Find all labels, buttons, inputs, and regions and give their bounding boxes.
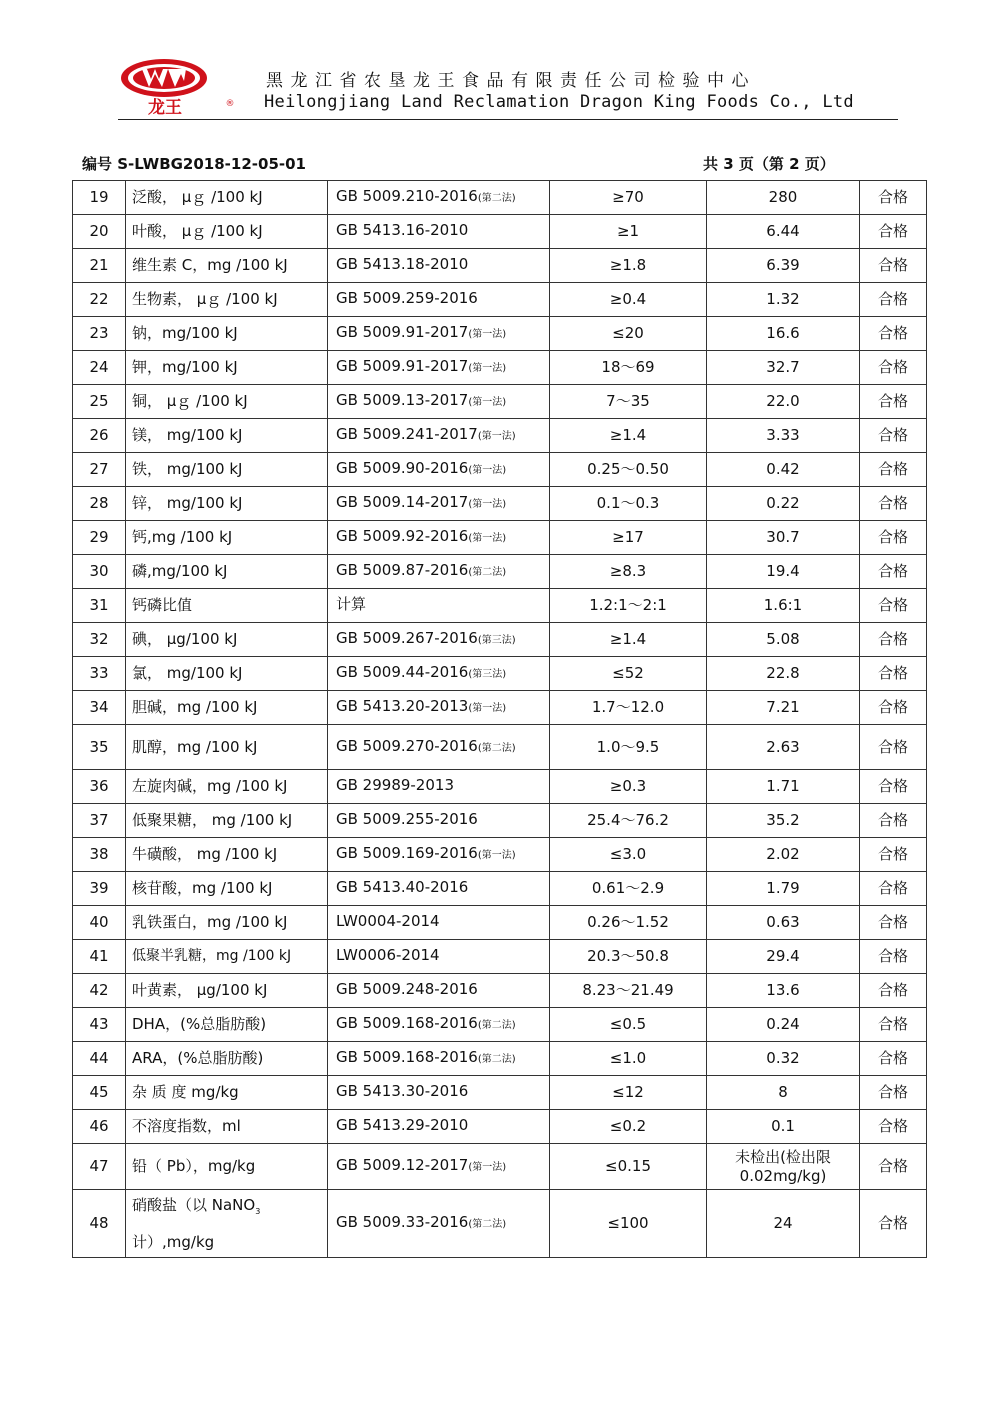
row-number: 35: [73, 725, 126, 770]
table-row: [73, 770, 927, 804]
test-method: [328, 1190, 550, 1258]
test-item: 左旋肉碱，mg /100 kJ: [126, 770, 328, 804]
table-row: [73, 974, 927, 1008]
test-method: [328, 657, 550, 691]
test-method: [328, 589, 550, 623]
standard-value: ≥0.3: [550, 770, 707, 804]
row-number: 32: [73, 623, 126, 657]
conclusion: 合格: [860, 974, 927, 1008]
test-method: [328, 770, 550, 804]
result-value: 0.1: [707, 1110, 860, 1144]
table-row: [73, 1190, 927, 1258]
method-note: (第二法): [477, 1054, 516, 1065]
test-method: [328, 283, 550, 317]
row-number: 40: [73, 906, 126, 940]
header-divider: [118, 119, 898, 120]
result-value: 35.2: [707, 804, 860, 838]
document-number: 编号 S-LWBG2018-12-05-01: [82, 155, 306, 173]
conclusion: 合格: [860, 691, 927, 725]
table-row: [73, 317, 927, 351]
method-code: GB 5009.33-2016: [336, 1213, 469, 1231]
row-number: 31: [73, 589, 126, 623]
row-number: 24: [73, 351, 126, 385]
test-method: [328, 351, 550, 385]
method-note: (第一法): [468, 533, 507, 544]
row-number: 21: [73, 249, 126, 283]
method-note: (第二法): [468, 567, 507, 578]
table-row: [73, 1144, 927, 1190]
table-row: [73, 181, 927, 215]
method-note: (第二法): [468, 1219, 507, 1230]
method-note: (第一法): [468, 499, 507, 510]
conclusion: 合格: [860, 521, 927, 555]
method-code: GB 5009.87-2016: [336, 561, 469, 579]
method-note: (第二法): [477, 742, 516, 754]
conclusion: 合格: [860, 804, 927, 838]
test-method: [328, 906, 550, 940]
conclusion: 合格: [860, 1144, 927, 1190]
test-item: [126, 1190, 328, 1258]
method-code: GB 5009.168-2016: [336, 1048, 478, 1066]
test-method: [328, 1008, 550, 1042]
row-number: 45: [73, 1076, 126, 1110]
method-code: LW0006-2014: [336, 946, 440, 964]
table-row: [73, 838, 927, 872]
test-item: 铁， mg/100 kJ: [126, 453, 328, 487]
result-value: 3.33: [707, 419, 860, 453]
conclusion: 合格: [860, 419, 927, 453]
table-row: [73, 906, 927, 940]
method-code: GB 5009.14-2017: [336, 493, 469, 511]
test-method: [328, 385, 550, 419]
method-code: GB 29989-2013: [336, 776, 454, 794]
row-number: 38: [73, 838, 126, 872]
conclusion: 合格: [860, 725, 927, 770]
report-header: [118, 52, 898, 122]
result-value: 0.42: [707, 453, 860, 487]
method-code: GB 5009.91-2017: [336, 357, 469, 375]
table-row: [73, 623, 927, 657]
table-row: [73, 419, 927, 453]
conclusion: 合格: [860, 1190, 927, 1258]
row-number: 29: [73, 521, 126, 555]
table-row: [73, 351, 927, 385]
table-row: [73, 589, 927, 623]
test-item: 铅（ Pb），mg/kg: [126, 1144, 328, 1190]
test-method: [328, 838, 550, 872]
row-number: 47: [73, 1144, 126, 1190]
row-number: 43: [73, 1008, 126, 1042]
method-note: (第一法): [468, 397, 507, 408]
test-method: [328, 487, 550, 521]
method-code: GB 5413.16-2010: [336, 221, 469, 239]
standard-value: ≥1.4: [550, 419, 707, 453]
method-note: (第一法): [477, 431, 516, 442]
test-method: [328, 419, 550, 453]
test-item: 钠，mg/100 kJ: [126, 317, 328, 351]
test-item: 钙,mg /100 kJ: [126, 521, 328, 555]
row-number: 36: [73, 770, 126, 804]
row-number: 26: [73, 419, 126, 453]
test-item: 磷,mg/100 kJ: [126, 555, 328, 589]
conclusion: 合格: [860, 1008, 927, 1042]
row-number: 22: [73, 283, 126, 317]
row-number: 28: [73, 487, 126, 521]
test-item: 锌， mg/100 kJ: [126, 487, 328, 521]
table-row: [73, 555, 927, 589]
method-code: GB 5009.90-2016: [336, 459, 469, 477]
standard-value: 8.23～21.49: [550, 974, 707, 1008]
test-method: [328, 1042, 550, 1076]
svg-text:®: ®: [225, 99, 235, 109]
standard-value: ≤20: [550, 317, 707, 351]
method-code: GB 5009.92-2016: [336, 527, 469, 545]
table-row: [73, 487, 927, 521]
row-number: 27: [73, 453, 126, 487]
row-number: 48: [73, 1190, 126, 1258]
method-code: GB 5009.169-2016: [336, 844, 478, 862]
test-item: 碘， μg/100 kJ: [126, 623, 328, 657]
standard-value: 20.3～50.8: [550, 940, 707, 974]
method-note: (第三法): [468, 669, 507, 680]
table-row: [73, 872, 927, 906]
test-method: [328, 1076, 550, 1110]
conclusion: 合格: [860, 317, 927, 351]
test-item: 牛磺酸， mg /100 kJ: [126, 838, 328, 872]
method-note: (第二法): [477, 193, 516, 204]
result-value: 1.79: [707, 872, 860, 906]
method-note: (第一法): [468, 465, 507, 476]
standard-value: ≤52: [550, 657, 707, 691]
standard-value: ≥8.3: [550, 555, 707, 589]
method-note: (第一法): [468, 329, 507, 340]
conclusion: 合格: [860, 453, 927, 487]
result-value: 6.44: [707, 215, 860, 249]
standard-value: ≤0.2: [550, 1110, 707, 1144]
method-code: GB 5413.30-2016: [336, 1082, 469, 1100]
conclusion: 合格: [860, 657, 927, 691]
table-row: [73, 385, 927, 419]
standard-value: ≤1.0: [550, 1042, 707, 1076]
table-row: [73, 1008, 927, 1042]
result-value: 2.63: [707, 725, 860, 770]
result-value: 6.39: [707, 249, 860, 283]
row-number: 25: [73, 385, 126, 419]
test-item-text: [132, 1190, 327, 1257]
conclusion: 合格: [860, 385, 927, 419]
row-number: 19: [73, 181, 126, 215]
method-code: 计算: [336, 595, 367, 613]
standard-value: ≤0.15: [550, 1144, 707, 1190]
method-code: GB 5009.44-2016: [336, 663, 469, 681]
conclusion: 合格: [860, 283, 927, 317]
method-note: (第一法): [468, 1162, 507, 1173]
test-item: DHA，(%总脂肪酸): [126, 1008, 328, 1042]
test-method: [328, 725, 550, 770]
row-number: 30: [73, 555, 126, 589]
conclusion: 合格: [860, 215, 927, 249]
test-item: 肌醇，mg /100 kJ: [126, 725, 328, 770]
test-method: [328, 940, 550, 974]
test-method: [328, 317, 550, 351]
row-number: 33: [73, 657, 126, 691]
conclusion: 合格: [860, 623, 927, 657]
standard-value: ≥17: [550, 521, 707, 555]
test-method: [328, 249, 550, 283]
conclusion: 合格: [860, 1110, 927, 1144]
test-method: [328, 691, 550, 725]
dragon-king-logo: [118, 56, 240, 116]
svg-text:龙王: 龙王: [148, 98, 182, 116]
method-note: (第一法): [468, 703, 507, 714]
table-row: [73, 1110, 927, 1144]
result-value: 1.32: [707, 283, 860, 317]
standard-value: ≥1: [550, 215, 707, 249]
method-code: GB 5413.18-2010: [336, 255, 469, 273]
standard-value: ≥70: [550, 181, 707, 215]
test-method: [328, 521, 550, 555]
test-item: 胆碱，mg /100 kJ: [126, 691, 328, 725]
item-part1: 硝酸盐（以 NaNO: [132, 1196, 256, 1214]
table-row: [73, 940, 927, 974]
result-value: 0.24: [707, 1008, 860, 1042]
conclusion: 合格: [860, 940, 927, 974]
row-number: 37: [73, 804, 126, 838]
method-code: GB 5009.241-2017: [336, 425, 478, 443]
result-value: 280: [707, 181, 860, 215]
item-subscript: 3: [255, 1207, 261, 1216]
row-number: 23: [73, 317, 126, 351]
conclusion: 合格: [860, 555, 927, 589]
test-item: 核苷酸，mg /100 kJ: [126, 872, 328, 906]
test-item: 钙磷比值: [126, 589, 328, 623]
item-part2: 计）,mg/kg: [132, 1233, 215, 1251]
method-note: (第三法): [477, 635, 516, 646]
standard-value: 0.26～1.52: [550, 906, 707, 940]
test-item: 杂 质 度 mg/kg: [126, 1076, 328, 1110]
test-item: 低聚果糖， mg /100 kJ: [126, 804, 328, 838]
standard-value: 7～35: [550, 385, 707, 419]
result-value: 1.71: [707, 770, 860, 804]
company-name-en: Heilongjiang Land Reclamation Dragon King Foods Co., Ltd: [264, 92, 854, 112]
method-code: GB 5009.13-2017: [336, 391, 469, 409]
standard-value: 18～69: [550, 351, 707, 385]
method-code: GB 5009.12-2017: [336, 1156, 469, 1174]
test-results-table: [72, 180, 927, 1258]
conclusion: 合格: [860, 181, 927, 215]
test-method: [328, 872, 550, 906]
result-value: 7.21: [707, 691, 860, 725]
result-value: 未检出(检出限 0.02mg/kg): [707, 1144, 860, 1190]
test-method: [328, 215, 550, 249]
method-code: GB 5009.210-2016: [336, 187, 478, 205]
test-method: [328, 1144, 550, 1190]
result-value: 19.4: [707, 555, 860, 589]
method-code: GB 5009.270-2016: [336, 736, 478, 755]
standard-value: 0.61～2.9: [550, 872, 707, 906]
conclusion: 合格: [860, 906, 927, 940]
test-item: 氯， mg/100 kJ: [126, 657, 328, 691]
result-value: 30.7: [707, 521, 860, 555]
table-row: [73, 453, 927, 487]
standard-value: ≥1.8: [550, 249, 707, 283]
test-method: [328, 804, 550, 838]
method-note: (第二法): [477, 1020, 516, 1031]
result-value: 32.7: [707, 351, 860, 385]
test-item: ARA，(%总脂肪酸): [126, 1042, 328, 1076]
company-name-cn: 黑龙江省农垦龙王食品有限责任公司检验中心: [266, 71, 756, 91]
test-method: [328, 1110, 550, 1144]
row-number: 44: [73, 1042, 126, 1076]
conclusion: 合格: [860, 838, 927, 872]
method-code: GB 5009.248-2016: [336, 980, 478, 998]
test-item: 泛酸， μｇ /100 kJ: [126, 181, 328, 215]
row-number: 39: [73, 872, 126, 906]
table-row: [73, 804, 927, 838]
test-method: [328, 453, 550, 487]
method-code: GB 5009.259-2016: [336, 289, 478, 307]
test-item: 铜， μｇ /100 kJ: [126, 385, 328, 419]
table-row: [73, 283, 927, 317]
method-code: GB 5413.29-2010: [336, 1116, 469, 1134]
conclusion: 合格: [860, 589, 927, 623]
method-code: LW0004-2014: [336, 912, 440, 930]
row-number: 41: [73, 940, 126, 974]
standard-value: 25.4～76.2: [550, 804, 707, 838]
standard-value: ≤3.0: [550, 838, 707, 872]
result-value: 13.6: [707, 974, 860, 1008]
result-value: 8: [707, 1076, 860, 1110]
method-code: GB 5009.267-2016: [336, 629, 478, 647]
conclusion: 合格: [860, 249, 927, 283]
standard-value: 0.1～0.3: [550, 487, 707, 521]
conclusion: 合格: [860, 770, 927, 804]
table-row: [73, 521, 927, 555]
result-value: 22.8: [707, 657, 860, 691]
test-method: [328, 555, 550, 589]
conclusion: 合格: [860, 351, 927, 385]
row-number: 46: [73, 1110, 126, 1144]
method-note: (第一法): [477, 850, 516, 861]
test-item: 钾，mg/100 kJ: [126, 351, 328, 385]
test-item: 叶黄素， μg/100 kJ: [126, 974, 328, 1008]
result-value: 2.02: [707, 838, 860, 872]
page-indicator: 共 3 页（第 2 页）: [703, 155, 835, 173]
test-item: 镁， mg/100 kJ: [126, 419, 328, 453]
standard-value: ≥0.4: [550, 283, 707, 317]
method-code: GB 5009.168-2016: [336, 1014, 478, 1032]
results-table-body: [73, 181, 927, 1258]
result-value: 22.0: [707, 385, 860, 419]
test-method: [328, 181, 550, 215]
standard-value: ≥1.4: [550, 623, 707, 657]
result-value: 5.08: [707, 623, 860, 657]
table-row: [73, 215, 927, 249]
test-item: 叶酸， μｇ /100 kJ: [126, 215, 328, 249]
standard-value: 1.0～9.5: [550, 725, 707, 770]
table-row: [73, 657, 927, 691]
standard-value: 1.7～12.0: [550, 691, 707, 725]
result-value: 29.4: [707, 940, 860, 974]
table-row: [73, 691, 927, 725]
test-method: [328, 623, 550, 657]
test-method: [328, 974, 550, 1008]
row-number: 34: [73, 691, 126, 725]
table-row: [73, 249, 927, 283]
standard-value: ≤100: [550, 1190, 707, 1258]
table-row: [73, 1076, 927, 1110]
result-value: 0.22: [707, 487, 860, 521]
test-item: 乳铁蛋白，mg /100 kJ: [126, 906, 328, 940]
row-number: 20: [73, 215, 126, 249]
test-item: 低聚半乳糖，mg /100 kJ: [126, 940, 328, 974]
standard-value: 0.25～0.50: [550, 453, 707, 487]
result-value: 1.6:1: [707, 589, 860, 623]
method-code: GB 5413.20-2013: [336, 697, 469, 715]
method-code: GB 5009.91-2017: [336, 323, 469, 341]
conclusion: 合格: [860, 1042, 927, 1076]
table-row: [73, 725, 927, 770]
standard-value: 1.2:1～2:1: [550, 589, 707, 623]
row-number: 42: [73, 974, 126, 1008]
method-code: GB 5009.255-2016: [336, 810, 478, 828]
method-code: GB 5413.40-2016: [336, 878, 469, 896]
test-item: 不溶度指数，ml: [126, 1110, 328, 1144]
result-value: 0.32: [707, 1042, 860, 1076]
result-value: 0.63: [707, 906, 860, 940]
method-note: (第一法): [468, 363, 507, 374]
table-row: [73, 1042, 927, 1076]
conclusion: 合格: [860, 1076, 927, 1110]
standard-value: ≤12: [550, 1076, 707, 1110]
conclusion: 合格: [860, 487, 927, 521]
test-item: 生物素， μｇ /100 kJ: [126, 283, 328, 317]
result-value: 24: [707, 1190, 860, 1258]
conclusion: 合格: [860, 872, 927, 906]
standard-value: ≤0.5: [550, 1008, 707, 1042]
result-value: 16.6: [707, 317, 860, 351]
test-item: 维生素 C，mg /100 kJ: [126, 249, 328, 283]
